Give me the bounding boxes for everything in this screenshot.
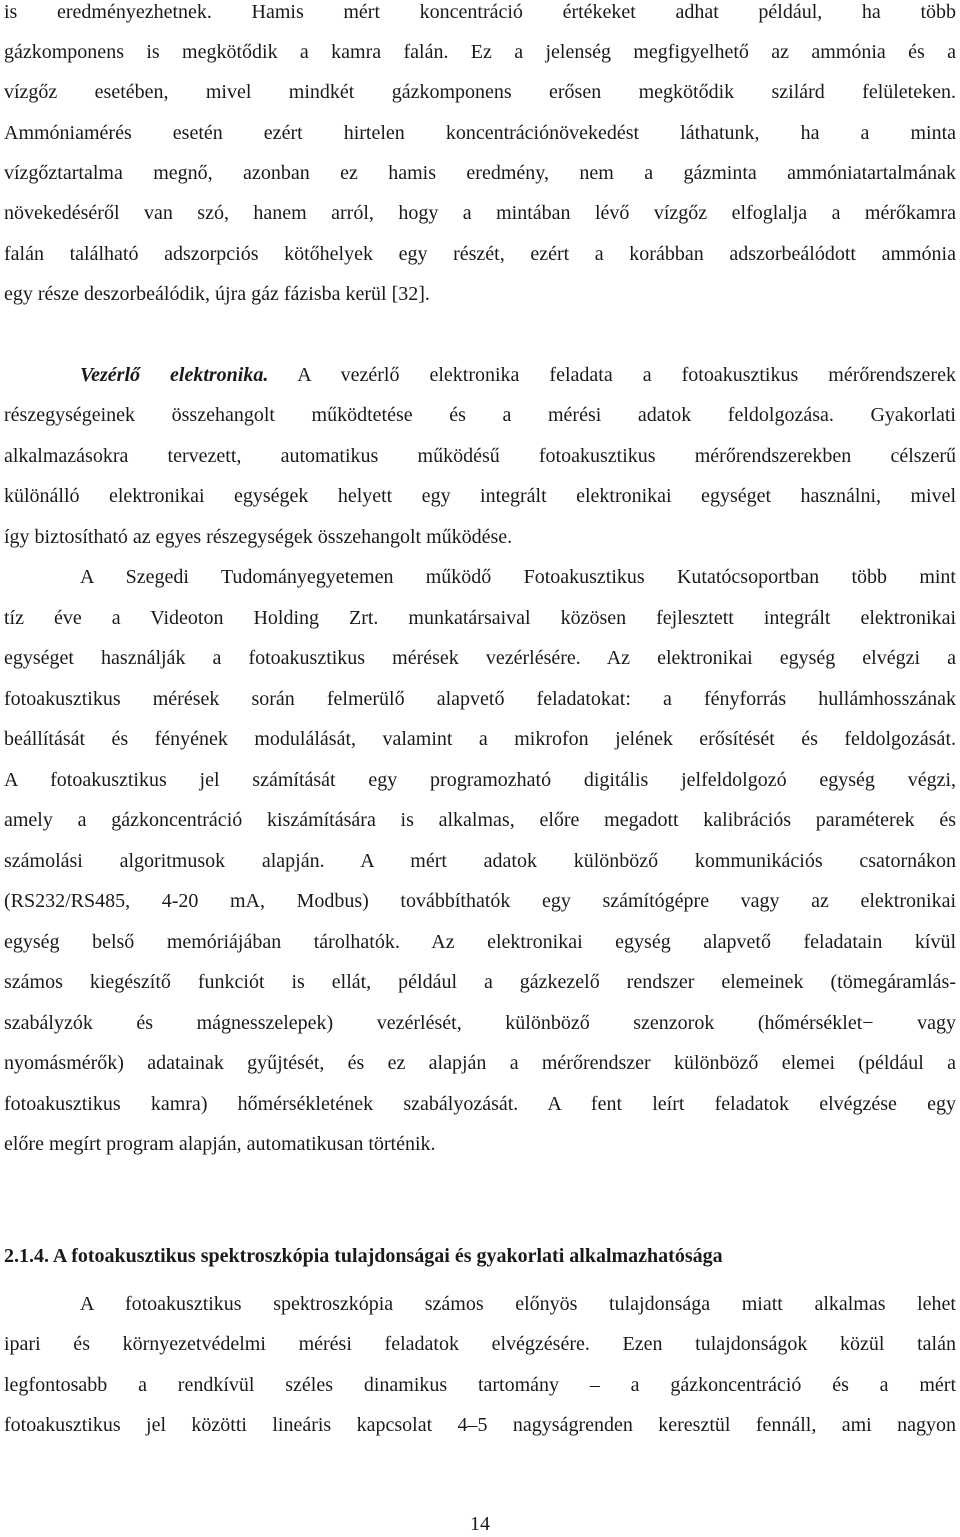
- paragraph-line: A fotoakusztikus spektroszkópia számos előnyös tulajdonsága miatt alkalmas lehet: [80, 1293, 956, 1315]
- paragraph-line: egy része deszorbeálódik, újra gáz fázisba kerül [32].: [4, 283, 430, 305]
- paragraph-line: fotoakusztikus jel közötti lineáris kapcsolat 4–5 nagyságrenden keresztül fennáll, ami nagyon: [4, 1414, 956, 1436]
- paragraph-line: számolási algoritmusok alapján. A mért adatok különböző kommunikációs csatornákon: [4, 850, 956, 872]
- paragraph-line: fotoakusztikus kamra) hőmérsékletének szabályozását. A fent leírt feladatok elvégzése egy: [4, 1093, 956, 1115]
- paragraph-line: egység belső memóriájában tárolhatók. Az elektronikai egység alapvető feladatain kívül: [4, 931, 956, 953]
- paragraph-line: nyomásmérők) adatainak gyűjtését, és ez alapján a mérőrendszer különböző elemei (például a: [4, 1052, 956, 1074]
- paragraph-line: vízgőztartalma megnő, azonban ez hamis eredmény, nem a gázminta ammóniatartalmának: [4, 162, 956, 184]
- page-number: 14: [470, 1513, 490, 1535]
- paragraph-text: A vezérlő elektronika feladata a fotoakusztikus mérőrendszerek: [297, 364, 956, 386]
- paragraph-line: szabályzók és mágnesszelepek) vezérlését, különböző szenzorok (hőmérséklet− vagy: [4, 1012, 956, 1034]
- section-heading: 2.1.4. A fotoakusztikus spektroszkópia tulajdonságai és gyakorlati alkalmazhatósága: [4, 1245, 723, 1267]
- paragraph-line: fotoakusztikus mérések során felmerülő alapvető feladatokat: a fényforrás hullámhosszának: [4, 688, 956, 710]
- paragraph-line: gázkomponens is megkötődik a kamra falán. Ez a jelenség megfigyelhető az ammónia és a: [4, 41, 956, 63]
- paragraph-line: egységet használják a fotoakusztikus mérések vezérlésére. Az elektronikai egység elvégzi a: [4, 647, 956, 669]
- paragraph-line: falán található adszorpciós kötőhelyek egy részét, ezért a korábban adszorbeálódott ammónia: [4, 243, 956, 265]
- paragraph-line: ipari és környezetvédelmi mérési feladatok elvégzésére. Ezen tulajdonságok közül talán: [4, 1333, 956, 1355]
- paragraph-line: előre megírt program alapján, automatikusan történik.: [4, 1133, 436, 1155]
- paragraph-line: legfontosabb a rendkívül széles dinamikus tartomány – a gázkoncentráció és a mért: [4, 1374, 956, 1396]
- paragraph-line: különálló elektronikai egységek helyett egy integrált elektronikai egységet használni, mivel: [4, 485, 956, 507]
- paragraph-line: [4, 360, 956, 390]
- paragraph-line: Ammóniamérés esetén ezért hirtelen koncentrációnövekedést láthatunk, ha a minta: [4, 122, 956, 144]
- paragraph-line: vízgőz esetében, mivel mindkét gázkomponens erősen megkötődik szilárd felületeken.: [4, 81, 956, 103]
- paragraph-line: is eredményezhetnek. Hamis mért koncentráció értékeket adhat például, ha több: [4, 1, 956, 23]
- paragraph-line: A fotoakusztikus jel számítását egy programozható digitális jelfeldolgozó egység végzi,: [4, 769, 956, 791]
- paragraph-line: számos kiegészítő funkciót is ellát, például a gázkezelő rendszer elemeinek (tömegáramlás-: [4, 971, 956, 993]
- run-in-heading: Vezérlő elektronika.: [80, 364, 269, 386]
- paragraph-line: így biztosítható az egyes részegységek összehangolt működése.: [4, 526, 513, 548]
- paragraph-line: növekedéséről van szó, hanem arról, hogy a mintában lévő vízgőz elfoglalja a mérőkamra: [4, 202, 956, 224]
- paragraph-line: amely a gázkoncentráció kiszámítására is alkalmas, előre megadott kalibrációs paraméterek és: [4, 809, 956, 831]
- paragraph-line: beállítását és fényének modulálását, valamint a mikrofon jelének erősítését és feldolgozását.: [4, 728, 956, 750]
- paragraph-line: alkalmazásokra tervezett, automatikus működésű fotoakusztikus mérőrendszerekben célszerű: [4, 445, 956, 467]
- paragraph-line: tíz éve a Videoton Holding Zrt. munkatársaival közösen fejlesztett integrált elektronikai: [4, 607, 956, 629]
- paragraph-line: (RS232/RS485, 4-20 mA, Modbus) továbbíthatók egy számítógépre vagy az elektronikai: [4, 890, 956, 912]
- paragraph-line: részegységeinek összehangolt működtetése és a mérési adatok feldolgozása. Gyakorlati: [4, 404, 956, 426]
- paragraph-line: A Szegedi Tudományegyetemen működő Fotoakusztikus Kutatócsoportban több mint: [80, 566, 956, 588]
